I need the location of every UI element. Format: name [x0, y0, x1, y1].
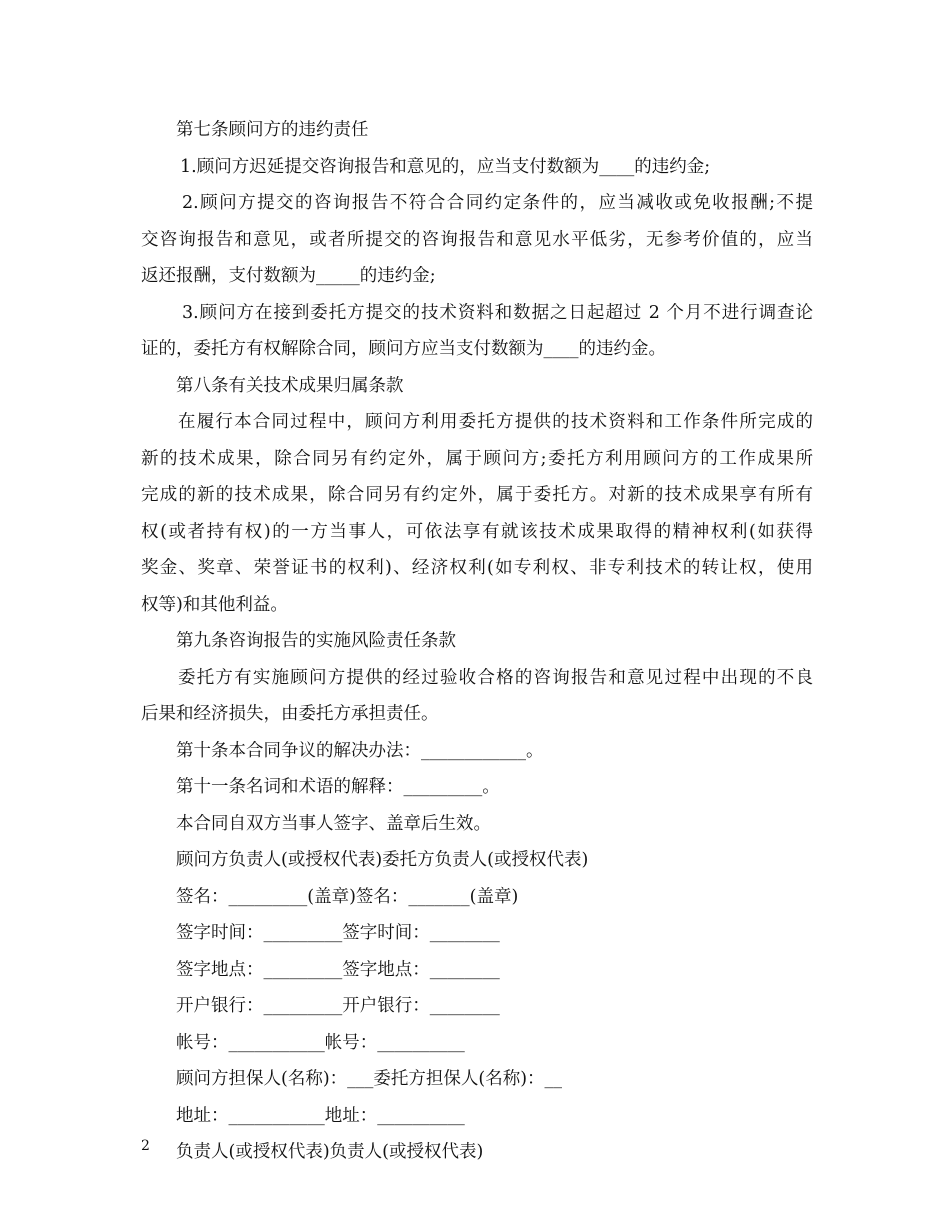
article-10-dispute-resolution: 第十条本合同争议的解决办法：____________。	[176, 740, 544, 761]
article-9-body-line-1: 委托方有实施顾问方提供的经过验收合格的咨询报告和意见过程中出现的不良	[178, 667, 813, 688]
effective-clause: 本合同自双方当事人签字、盖章后生效。	[176, 813, 491, 834]
article-7-clause-2-line-2: 交咨询报告和意见，或者所提交的咨询报告和意见水平低劣，无参考价值的，应当	[141, 229, 813, 250]
account-line: 帐号：___________帐号：__________	[176, 1032, 465, 1053]
article-7-clause-3-line-1: 3.顾问方在接到委托方提交的技术资料和数据之日起超过 2 个月不进行调查论	[182, 302, 813, 323]
article-7-heading: 第七条顾问方的违约责任	[176, 120, 369, 140]
page-number: 2	[141, 1138, 150, 1154]
article-9-body-line-2: 后果和经济损失，由委托方承担责任。	[141, 704, 439, 724]
article-8-body-line-2: 新的技术成果，除合同另有约定外，属于顾问方;委托方利用顾问方的工作成果所	[141, 448, 813, 469]
signing-date-line: 签字时间：_________签字时间：________	[176, 923, 500, 943]
article-8-body-line-3: 完成的新的技术成果，除合同另有约定外，属于委托方。对新的技术成果享有所有	[141, 485, 813, 505]
bank-line: 开户银行：_________开户银行：________	[176, 996, 500, 1016]
signature-line: 签名：_________(盖章)签名：_______(盖章)	[176, 886, 519, 907]
signature-parties-heading: 顾问方负责人(或授权代表)委托方负责人(或授权代表)	[176, 850, 589, 870]
document-body	[141, 112, 813, 1171]
guarantor-line: 顾问方担保人(名称)：___委托方担保人(名称)：__	[176, 1069, 563, 1089]
article-8-body-line-6: 权等)和其他利益。	[141, 594, 288, 615]
article-7-clause-3-line-2: 证的，委托方有权解除合同，顾问方应当支付数额为____的违约金。	[141, 339, 666, 359]
article-9-heading: 第九条咨询报告的实施风险责任条款	[176, 631, 456, 651]
article-7-clause-2-line-3: 返还报酬，支付数额为_____的违约金;	[141, 266, 436, 286]
article-8-body-line-5: 奖金、奖章、荣誉证书的权利)、经济权利(如专利权、非专利技术的转让权，使用	[141, 558, 813, 578]
article-7-clause-1: 1.顾问方迟延提交咨询报告和意见的，应当支付数额为____的违约金;	[180, 156, 711, 177]
article-7-clause-2-line-1: 2.顾问方提交的咨询报告不符合合同约定条件的，应当减收或免收报酬;不提	[182, 193, 813, 213]
signing-place-line: 签字地点：_________签字地点：________	[176, 959, 500, 980]
article-11-terms: 第十一条名词和术语的解释：_________。	[176, 777, 500, 797]
article-8-body-line-4: 权(或者持有权)的一方当事人，可依法享有就该技术成果取得的精神权利(如获得	[141, 521, 813, 542]
address-line: 地址：___________地址：__________	[176, 1105, 465, 1126]
article-8-body-line-1: 在履行本合同过程中，顾问方利用委托方提供的技术资料和工作条件所完成的	[178, 412, 813, 432]
article-8-heading: 第八条有关技术成果归属条款	[176, 375, 404, 396]
representative-line: 负责人(或授权代表)负责人(或授权代表)	[176, 1142, 484, 1162]
